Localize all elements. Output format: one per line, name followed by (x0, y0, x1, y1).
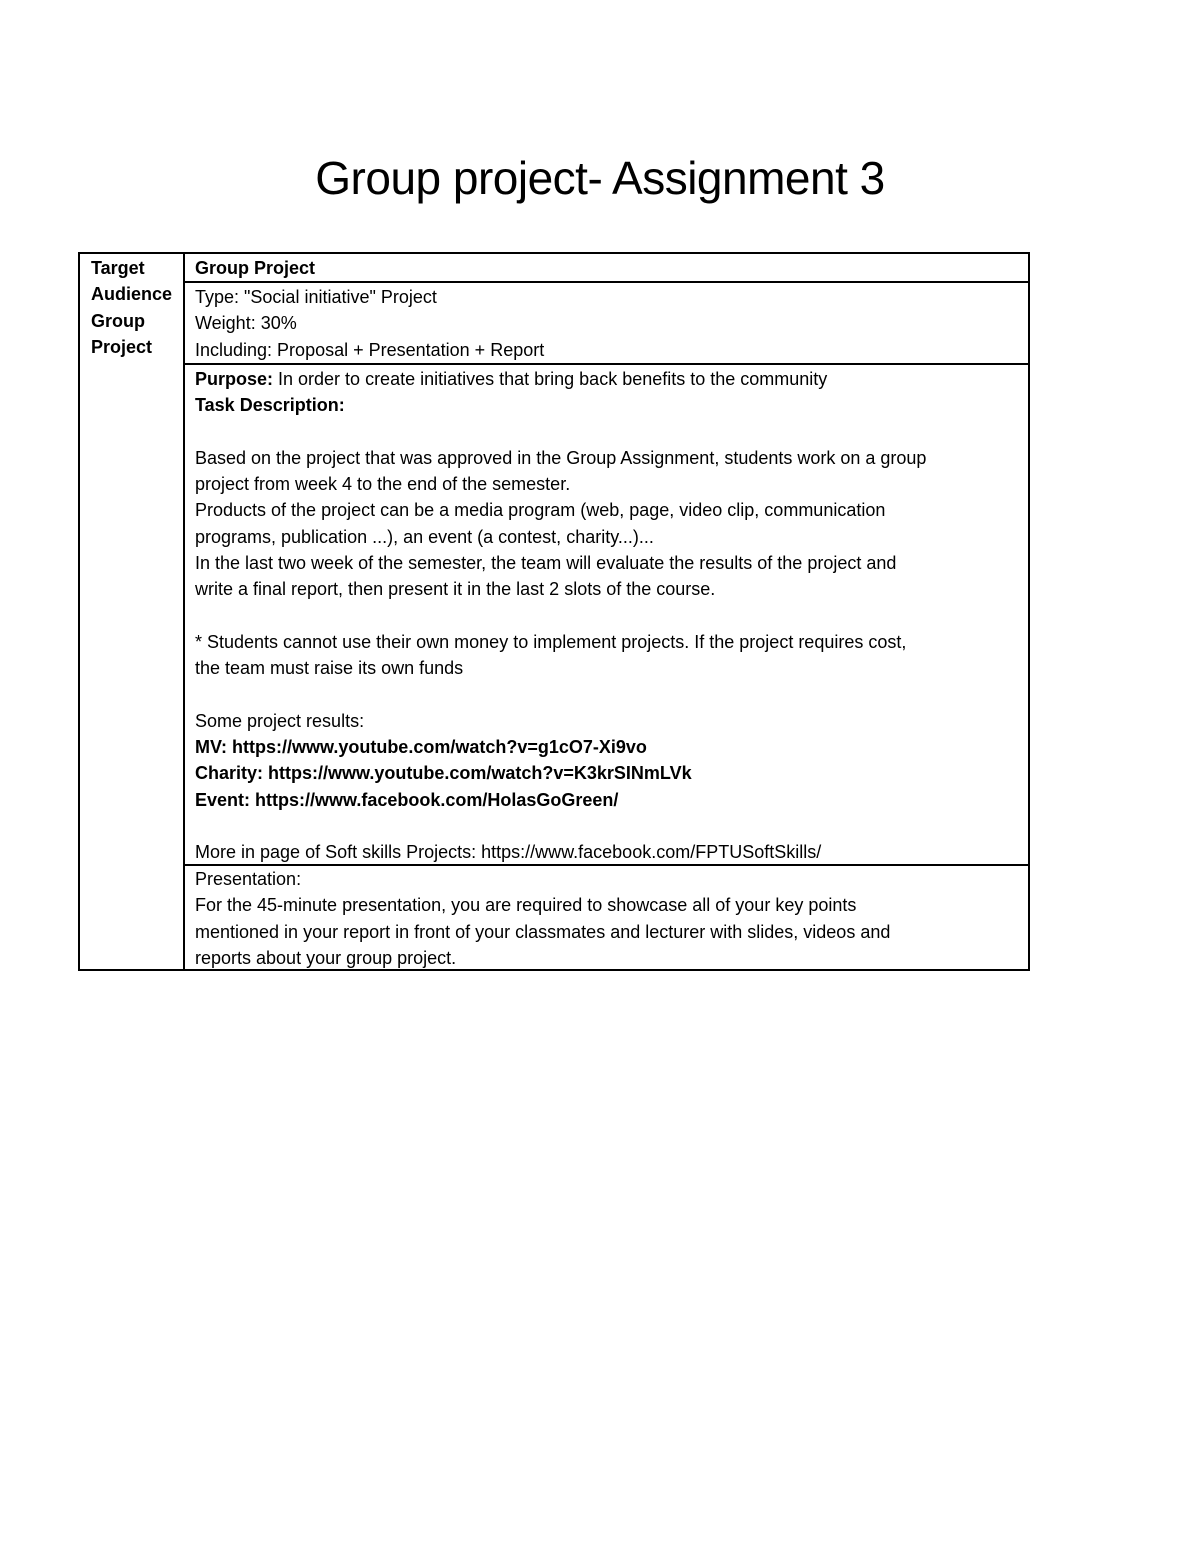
description-line: project from week 4 to the end of the semester. (195, 474, 571, 495)
presentation-cell (185, 866, 1028, 969)
left-col-line: Group (91, 310, 145, 331)
group-project-header-cell (185, 254, 1028, 283)
purpose-label: Purpose: (195, 369, 274, 389)
task-description-label: Task Description: (195, 395, 345, 416)
description-line: Products of the project can be a media program (web, page, video clip, communication (195, 500, 886, 521)
soft-skills-link[interactable]: More in page of Soft skills Projects: https://www.facebook.com/FPTUSoftSkills/ (195, 842, 822, 863)
left-col-line: Project (91, 336, 153, 357)
left-col-line: Target (91, 258, 145, 278)
spacer (195, 419, 1022, 445)
results-heading: Some project results: (195, 710, 365, 731)
spacer (195, 813, 1022, 839)
presentation-line: For the 45-minute presentation, you are required to showcase all of your key points (195, 895, 857, 916)
project-description-cell (185, 365, 1028, 866)
spacer (195, 603, 1022, 629)
result-charity-link[interactable]: Charity: https://www.youtube.com/watch?v=K3krSINmLVk (195, 763, 692, 784)
funding-note: the team must raise its own funds (195, 658, 464, 679)
result-mv-link[interactable]: MV: https://www.youtube.com/watch?v=g1cO7-Xi9vo (195, 737, 647, 758)
project-type: Type: "Social initiative" Project (195, 287, 437, 307)
result-event-link[interactable]: Event: https://www.facebook.com/HolasGoGreen/ (195, 789, 619, 810)
description-line: In the last two week of the semester, the team will evaluate the results of the project and (195, 553, 897, 574)
page-title: Group project- Assignment 3 (315, 152, 885, 204)
target-audience-cell (80, 254, 185, 969)
project-info-cell (185, 283, 1028, 365)
group-project-heading: Group Project (195, 258, 316, 278)
description-line: Based on the project that was approved in the Group Assignment, students work on a group (195, 447, 927, 468)
presentation-label: Presentation: (195, 869, 302, 889)
left-col-line: Audience (91, 284, 173, 305)
funding-note: * Students cannot use their own money to implement projects. If the project requires cost, (195, 631, 907, 652)
project-weight: Weight: 30% (195, 313, 297, 334)
project-including: Including: Proposal + Presentation + Report (195, 339, 545, 360)
description-line: write a final report, then present it in the last 2 slots of the course. (195, 579, 716, 600)
purpose-text: In order to create initiatives that bring back benefits to the community (273, 369, 828, 389)
presentation-line: mentioned in your report in front of your classmates and lecturer with slides, videos and (195, 921, 891, 942)
spacer (195, 682, 1022, 708)
assignment-table (78, 252, 1030, 971)
purpose-line (195, 366, 1022, 392)
description-line: programs, publication ...), an event (a contest, charity...)... (195, 526, 654, 547)
presentation-line: reports about your group project. (195, 947, 457, 968)
